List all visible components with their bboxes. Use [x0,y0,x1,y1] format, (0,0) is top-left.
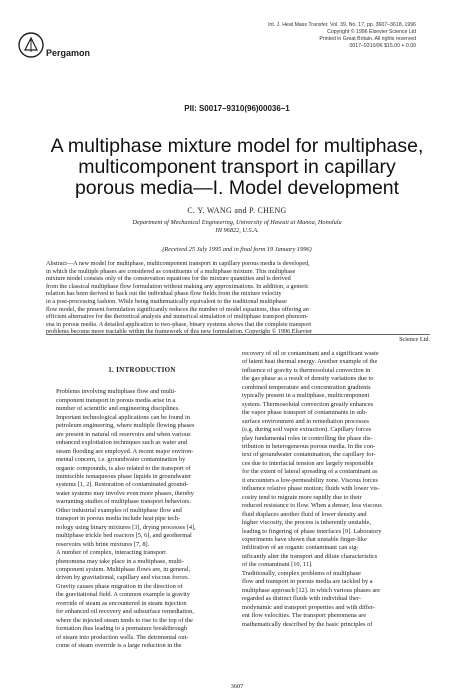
affiliation [60,219,414,235]
body-text-line: ent flow velocities. The transport phenomena are [242,612,367,620]
body-text-line: systems [1, 2]. Restoration of contaminated ground- [56,481,189,489]
body-text-line: regarded as distinct fluids with individual ther- [242,595,361,603]
abstract-line: ena in porous media. A detailed application to two-phase, binary systems shows that the complete transport [46,320,312,328]
journal-info [246,22,416,50]
page-number: 3607 [230,683,244,690]
body-text-line: reservoirs with brine mixtures [7, 8]. [56,540,150,548]
body-text-line: flow and transport in porous media are tackled by a [242,578,373,586]
title-line: porous media—I. Model development [74,177,400,199]
abstract-divider [46,334,430,335]
body-text-line: phenomena may take place in a multiphase, multi- [56,557,184,565]
title-line: A multiphase mixture model for multiphase, [50,135,424,157]
body-text-line: of steam into production wells. The detrimental out- [56,633,189,641]
affiliation-line: HI 96822, U.S.A. [215,227,259,234]
pii-identifier: PII: S0017–9310(96)00036–1 [184,104,290,113]
body-text-line: warranting studies of multiphase transport behaviors. [56,498,191,506]
body-text-line: leading to fingering of phase interfaces [9]. Laboratory [242,527,382,535]
body-text-line: immiscible nonaqueous phase liquids in groundwater [56,472,192,480]
body-text-line: multiphase approach [12]. in which various phases are [242,586,381,594]
left-column [56,350,228,651]
body-text-line: Other industrial examples of multiphase flow and [56,506,182,514]
body-text-line: nificantly alter the transport and dilute characteristics [242,552,378,560]
title-line: multicomponent transport in capillary [78,156,396,178]
publisher-name: Pergamon [46,48,91,58]
body-text-line: where the injected steam tends to rise to the top of the [56,616,193,624]
body-text-line: modynamic and transport properties and with differ- [242,603,375,611]
body-text-line: formation thus leading to a premature breakthrough [56,625,188,633]
body-text-line: steam flooding are employed. A recent major environ- [56,447,194,455]
journal-info-line: 0017–9310/96 $15.00 + 0.00 [349,43,416,49]
body-text-line: combined temperature and concentration gradients [242,383,371,391]
body-text-line: play fundamental roles in controlling the phase dis- [242,434,373,442]
body-text-line: the vapor phase transport of contaminants in sub- [242,409,368,417]
body-text-line: influence of gravity is thermosolutal convection in [242,366,371,374]
body-text-line: higher viscosity, the process is inherently unstable, [242,519,371,527]
body-text-line: for enhanced oil recovery and subsurface remediation, [56,608,194,616]
body-text-line: ces due to interfacial tension are largely responsible [242,459,374,467]
body-text-line: component transport in porous media arise in a [56,396,176,404]
abstract-line: from the classical multiphase flow formulation without making any approximations. In addition, a generic [46,282,309,290]
body-text-line: for the extent of lateral spreading of a contaminant as [242,468,378,476]
body-text-line: petroleum engineering, where multiple flowing phases [56,422,195,430]
abstract-line: relation has been derived to back out the individual phase flow fields from the mixture velocity [46,290,282,298]
body-text-line: driven by gravitational, capillary and viscous forces. [56,574,190,582]
abstract-line: mixture model consists only of the conservation equations for the mixture quantities and is derived [46,275,291,283]
abstract-line: in which the multiple phases are considered as constituents of a multiphase mixture. This multiphase [46,267,296,275]
body-text-line: the gravitational field. A common example is gravity [56,591,190,599]
body-text-line: (e.g. during soil vapor extraction). Capillary forces [242,426,372,434]
body-text-line: are present in natural oil reservoirs and when various [56,430,191,438]
abstract-line: flow model, the present formulation significantly reduces the number of model equations, thus offering an [46,305,309,313]
paper-title [40,136,434,199]
body-text-line: infiltration of an organic contaminant can sig- [242,544,359,552]
body-text-line: it encounters a low-permeability zone. Viscous forces [242,476,379,484]
journal-info-line: Printed in Great Britain. All rights reserved [319,36,416,42]
body-text-line: override of steam as encountered in steam injection [56,599,187,607]
body-text-line: of the contaminant [10, 11]. [242,561,313,569]
journal-info-line: Copyright © 1996 Elsevier Science Ltd [327,29,416,35]
body-text-line: mathematically described by the basic principles of [242,620,373,628]
body-text-line: component system. Multiphase flows are, in general, [56,565,191,573]
body-text-line: system. Thermosolutal convection greatly enhances [242,400,374,408]
abstract-line: problems become more tractable within the framework of this new formulation. Copyright © 1996 Elsevier [46,328,313,336]
received-dates: (Received 25 July 1995 and in final form 19 January 1996) [162,246,312,253]
body-text-line: come of steam override is a large reduction in the [56,642,182,650]
body-text-line: water systems may involve even more phases, thereby [56,489,194,497]
abstract-line: Abstract—A new model for multiphase, multicomponent transport in capillary porous media is developed, [46,260,310,267]
body-text-line: influence relative phase motion; fluids with lower vis- [242,485,380,493]
body-text-line: text of groundwater contamination, the capillary for- [242,451,376,459]
body-text-line: experiments have shown that unstable finger-like [242,535,367,543]
body-text-line: Gravity causes phase migration in the direction of [56,582,183,590]
body-text-line: mental concern, i.e. groundwater contamination by [56,456,186,464]
body-text-line: organic compounds, is also related to the transport of [56,464,191,472]
body-text-line: multiphase trickle bed reactors [5, 6], and geothermal [56,532,192,540]
body-text-line: cosity tend to migrate more rapidly due to their [242,493,362,501]
affiliation-line: Department of Mechanical Engineering, University of Hawaii at Manoa, Honolulu [132,219,342,226]
body-text-line: of latent heat thermal energy. Another example of the [242,358,378,366]
journal-info-line: Int. J. Heat Mass Transfer. Vol. 39, No. 17, pp. 3607–3618, 1996 [268,22,416,28]
abstract [46,260,430,344]
body-text-line: Important technological applications can be found in [56,413,190,421]
body-text-line: Problems involving multiphase flow and multi- [56,388,177,396]
abstract-line: Science Ltd. [399,335,430,343]
section-heading: 1. INTRODUCTION [108,366,176,374]
body-text-line: recovery of oil or contaminant and a significant waste [242,350,379,357]
authors: C. Y. WANG and P. CHENG [187,206,287,215]
body-text-line: typically present in a multiphase, multicomponent [242,392,370,400]
body-text-line: A number of complex, interacting transport [56,549,166,557]
body-text-line: fluid displaces another fluid of lower density and [242,510,367,518]
body-text-line: tribution in heterogeneous porous media. In the con- [242,442,376,450]
body-text-line: Traditionally, complex problems of multiphase [242,569,361,577]
body-text-line: number of scientific and engineering disciplines. [56,405,180,413]
body-text-line: surface environment and in remediation processes [242,417,370,425]
pergamon-logo [16,30,46,60]
right-column [242,350,420,629]
abstract-line: efficient alternative for the theoretical analysis and numerical simulation of multiphase transport phenom- [46,313,309,321]
body-text-line: transport in porous media include heat pipe tech- [56,515,181,523]
abstract-line: in a post-processing fashion. While being mathematically equivalent to the traditional multiphase [46,297,287,305]
body-text-line: nology using binary mixtures [3], drying processes [4], [56,523,196,531]
body-text-line: enhanced exploitation techniques such as water and [56,439,188,447]
body-text-line: the gas phase as a result of density variations due to [242,375,374,383]
body-text-line: reduced resistance to flow. When a denser, less viscous [242,502,382,510]
